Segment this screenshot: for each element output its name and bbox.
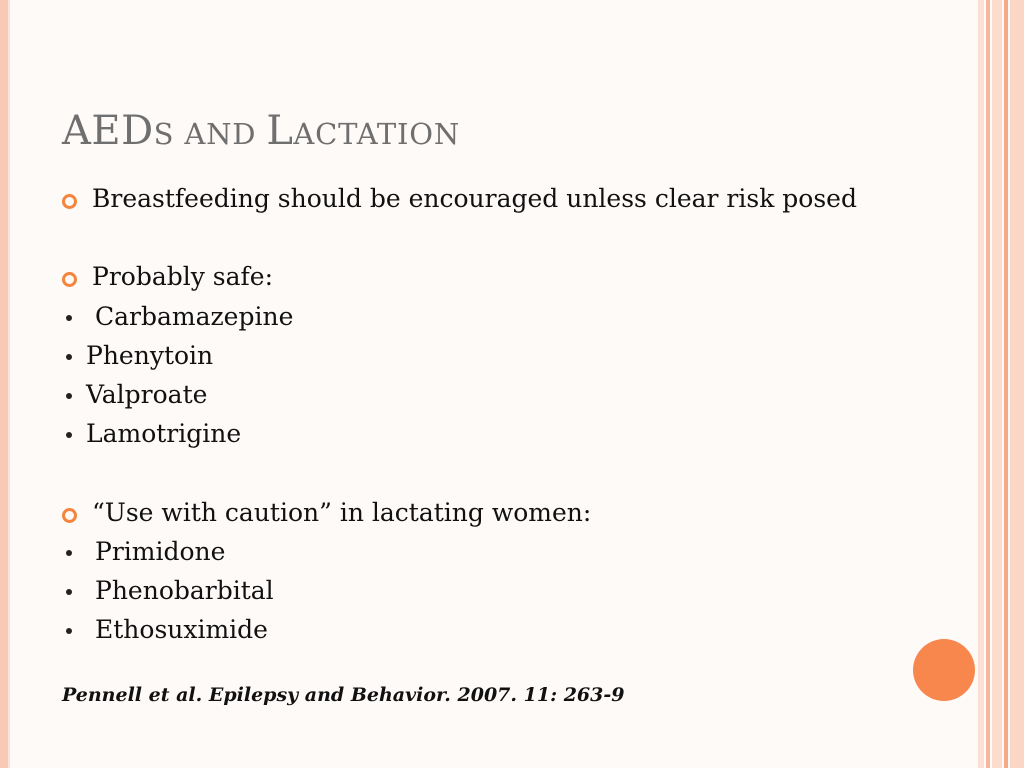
bullet-text: Probably safe: <box>92 262 274 291</box>
dot-bullet-icon <box>66 393 72 399</box>
title-part-1: AED <box>62 108 154 154</box>
dot-bullet-icon <box>66 550 72 556</box>
sub-bullet-text: Phenobarbital <box>95 576 274 605</box>
sub-bullet-text: Ethosuximide <box>95 615 268 644</box>
title-part-3: L <box>266 108 294 154</box>
right-stripe-4 <box>1004 0 1008 768</box>
bullet-text: Breastfeeding should be encouraged unless clear risk posed <box>92 184 857 213</box>
right-stripe-3 <box>992 0 1002 768</box>
sub-bullet-text: Primidone <box>95 537 226 566</box>
orange-circle-bullet-icon <box>62 194 77 209</box>
dot-bullet-icon <box>66 628 72 634</box>
slide-title <box>62 108 460 154</box>
right-stripe-2 <box>986 0 990 768</box>
dot-bullet-icon <box>66 432 72 438</box>
dot-bullet-icon <box>66 589 72 595</box>
dot-bullet-icon <box>66 354 72 360</box>
right-stripe-5 <box>1010 0 1024 768</box>
bullet-text: “Use with caution” in lactating women: <box>92 498 592 527</box>
left-border-inner-stripe <box>8 0 10 768</box>
sub-bullet-text: Phenytoin <box>86 341 214 370</box>
citation: Pennell et al. Epilepsy and Behavior. 2007. 11: 263-9 <box>62 684 625 706</box>
sub-bullet-text: Lamotrigine <box>86 419 242 448</box>
sub-bullet-text: Valproate <box>86 380 208 409</box>
orange-circle-bullet-icon <box>62 272 77 287</box>
title-part-4: ACTATION <box>293 117 460 151</box>
decorative-orange-circle <box>913 639 975 701</box>
left-border-stripe <box>0 0 8 768</box>
right-stripe-1 <box>978 0 984 768</box>
orange-circle-bullet-icon <box>62 508 77 523</box>
dot-bullet-icon <box>66 315 72 321</box>
right-decorative-stripes <box>978 0 1024 768</box>
sub-bullet-text: Carbamazepine <box>95 302 294 331</box>
title-part-2: S AND <box>153 117 267 151</box>
